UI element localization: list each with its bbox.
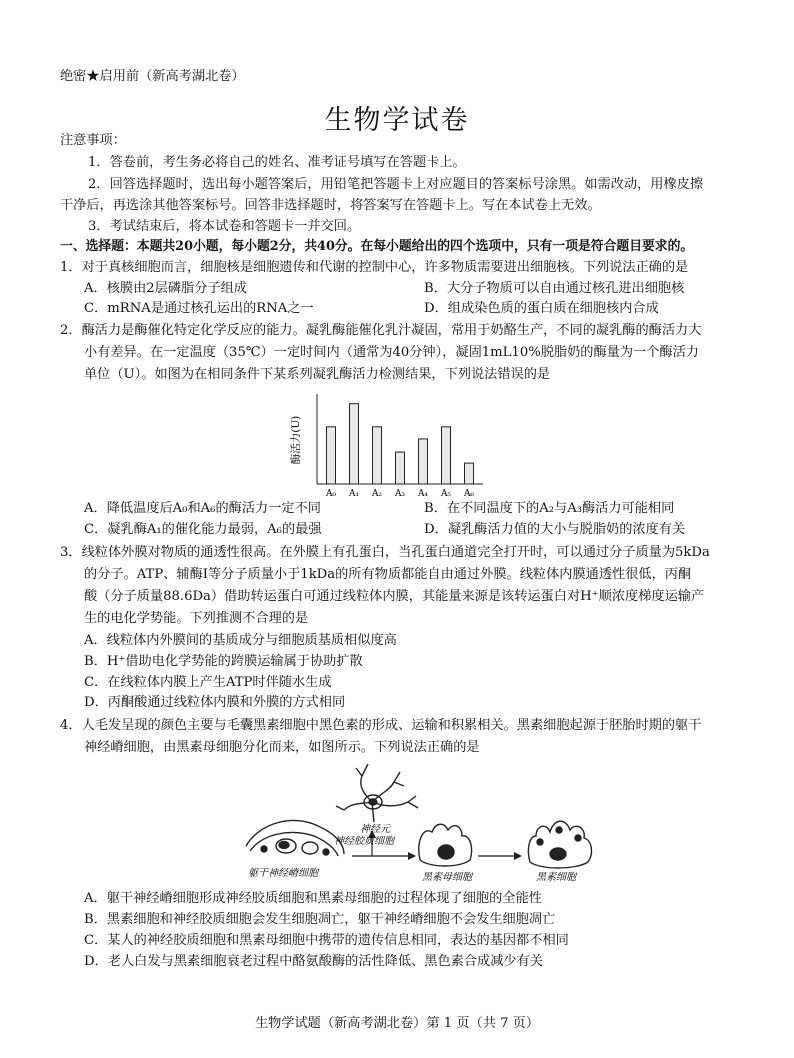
confidential-header: 绝密★启用前（新高考湖北卷）: [60, 69, 245, 84]
x-tick-label-0: A₀: [325, 489, 337, 499]
enzyme-activity-bar-chart: [285, 388, 495, 504]
question-4-option-d: D．老人白发与黑素细胞衰老过程中酪氨酸酶的活性降低、黑色素合成减少有关: [84, 954, 543, 969]
notice-item-2: 2．回答选择题时，选出每小题答案后，用铅笔把答题卡上对应题目的答案标号涂黑。如需改动，用橡皮擦: [88, 177, 704, 192]
x-tick-label-3: A₃: [394, 489, 406, 499]
question-1-option-a: A．核膜由2层磷脂分子组成: [84, 281, 247, 296]
neural-crest-cell-drawing: [246, 820, 344, 856]
question-3-option-b: B．H⁺借助电化学势能的跨膜运输属于协助扩散: [84, 654, 363, 669]
arrow-head-2: [514, 852, 522, 860]
neuron-label: 神经元: [360, 824, 390, 835]
question-1-option-b: B．大分子物质可以自由通过核孔进出细胞核: [424, 281, 685, 296]
question-3-option-c: C．在线粒体内膜上产生ATP时伴随水生成: [84, 675, 332, 690]
question-1-stem: 1．对于真核细胞而言，细胞核是细胞遗传和代谢的控制中心，许多物质需要进出细胞核。下列说法正确的是: [60, 260, 689, 275]
question-4-option-b: B．黑素细胞和神经胶质细胞会发生细胞凋亡，躯干神经嵴细胞不会发生细胞凋亡: [84, 912, 556, 927]
x-tick-label-6: A₆: [463, 489, 475, 499]
notice-item-1: 1．答卷前，考生务必将自己的姓名、准考证号填写在答题卡上。: [88, 155, 466, 170]
question-3-stem-line3: 酸（分子质量88.6Da）借助转运蛋白可通过线粒体内膜，其能量来源是该转运蛋白对H⁺顺浓度梯度运输产: [84, 589, 705, 604]
neuron-drawing: [336, 764, 418, 822]
question-2-stem-line1: 2．酶活力是酶催化特定化学反应的能力。凝乳酶能催化乳汁凝固，常用于奶酪生产，不同的凝乳酶的酶活力大: [60, 323, 702, 338]
question-1-option-c: C．mRNA是通过核孔运出的RNA之一: [84, 301, 314, 316]
melanoblast-label: 黑素母细胞: [422, 872, 472, 883]
question-2-option-d: D．凝乳酶活力值的大小与脱脂奶的浓度有关: [424, 522, 686, 537]
bar-0: [327, 427, 336, 484]
notice-heading: 注意事项：: [60, 133, 126, 148]
question-4-option-c: C．某人的神经胶质细胞和黑素母细胞中携带的遗传信息相同，表达的基因都不相同: [84, 933, 569, 948]
section-heading: 一、选择题：本题共20小题，每小题2分，共40分。在每小题给出的四个选项中，只有一项是符合题目要求的。: [60, 239, 694, 254]
bar-2: [373, 427, 382, 484]
page-title: 生物学试卷: [324, 105, 470, 136]
question-4-stem-line1: 4．人毛发呈现的颜色主要与毛囊黑素细胞中黑色素的形成、运输和积累相关。黑素细胞起源于胚胎时期的躯干: [60, 718, 702, 733]
melanocyte-label: 黑素细胞: [536, 872, 576, 883]
glia-label: 神经胶质细胞: [334, 836, 394, 847]
question-2-option-c: C．凝乳酶A₁的催化能力最弱，A₆的最强: [84, 522, 322, 537]
bar-5: [442, 427, 451, 484]
question-2-stem-line2: 小有差异。在一定温度（35℃）一定时间内（通常为40分钟），凝固1mL10%脱脂奶的酶量为一个酶活力: [84, 345, 699, 360]
x-tick-label-2: A₂: [371, 489, 383, 499]
crest-cell-label: 躯干神经嵴细胞: [248, 868, 318, 879]
question-2-option-b: B．在不同温度下的A₂与A₃酶活力可能相同: [424, 501, 675, 516]
bar-4: [419, 439, 428, 484]
question-2-stem-line3: 单位（U）。如图为在相同条件下某系列凝乳酶活力检测结果，下列说法错误的是: [84, 367, 551, 382]
question-4-option-a: A．躯干神经嵴细胞形成神经胶质细胞和黑素母细胞的过程体现了细胞的全能性: [84, 891, 542, 906]
notice-item-3: 3．考试结束后，将本试卷和答题卡一并交回。: [88, 219, 361, 234]
x-tick-label-4: A₄: [417, 489, 429, 499]
chart-tick-labels: [325, 489, 474, 499]
question-3-option-a: A．线粒体内外膜间的基质成分与细胞质基质相似度高: [84, 633, 397, 648]
melanocyte-differentiation-diagram: [240, 756, 610, 888]
arrow-head-1: [408, 852, 416, 860]
notice-item-2-cont: 干净后，再选涂其他答案标号。回答非选择题时，将答案写在答题卡上。写在本试卷上无效。: [60, 198, 601, 213]
melanoblast-drawing: [419, 824, 472, 866]
question-4-stem-line2: 神经嵴细胞，由黑素母细胞分化而来，如图所示。下列说法正确的是: [84, 740, 480, 755]
y-axis-label: 酶活力(U): [290, 415, 302, 465]
chart-bars: [327, 404, 474, 484]
question-3-option-d: D．丙酮酸通过线粒体内膜和外膜的方式相同: [84, 695, 346, 710]
bar-3: [396, 452, 405, 484]
question-2-option-a: A．降低温度后A₀和A₆的酶活力一定不同: [84, 501, 321, 516]
melanocyte-drawing: [528, 821, 591, 868]
x-tick-label-5: A₅: [440, 489, 452, 499]
question-1-option-d: D．组成染色质的蛋白质在细胞核内合成: [424, 301, 659, 316]
x-tick-label-1: A₁: [348, 489, 360, 499]
page-footer: 生物学试题（新高考湖北卷）第 1 页（共 7 页）: [254, 1016, 540, 1031]
bar-1: [350, 404, 359, 484]
question-3-stem-line2: 的分子。ATP、辅酶Ⅰ等分子质量小于1kDa的所有物质都能自由通过外膜。线粒体内膜通透性很低，丙酮: [84, 567, 692, 582]
question-3-stem-line1: 3．线粒体外膜对物质的通透性很高。在外膜上有孔蛋白，当孔蛋白通道完全打开时，可以通过分子质量为5kDa: [60, 545, 710, 560]
bar-6: [465, 463, 474, 484]
question-3-stem-line4: 生的电化学势能。下列推测不合理的是: [84, 611, 309, 626]
